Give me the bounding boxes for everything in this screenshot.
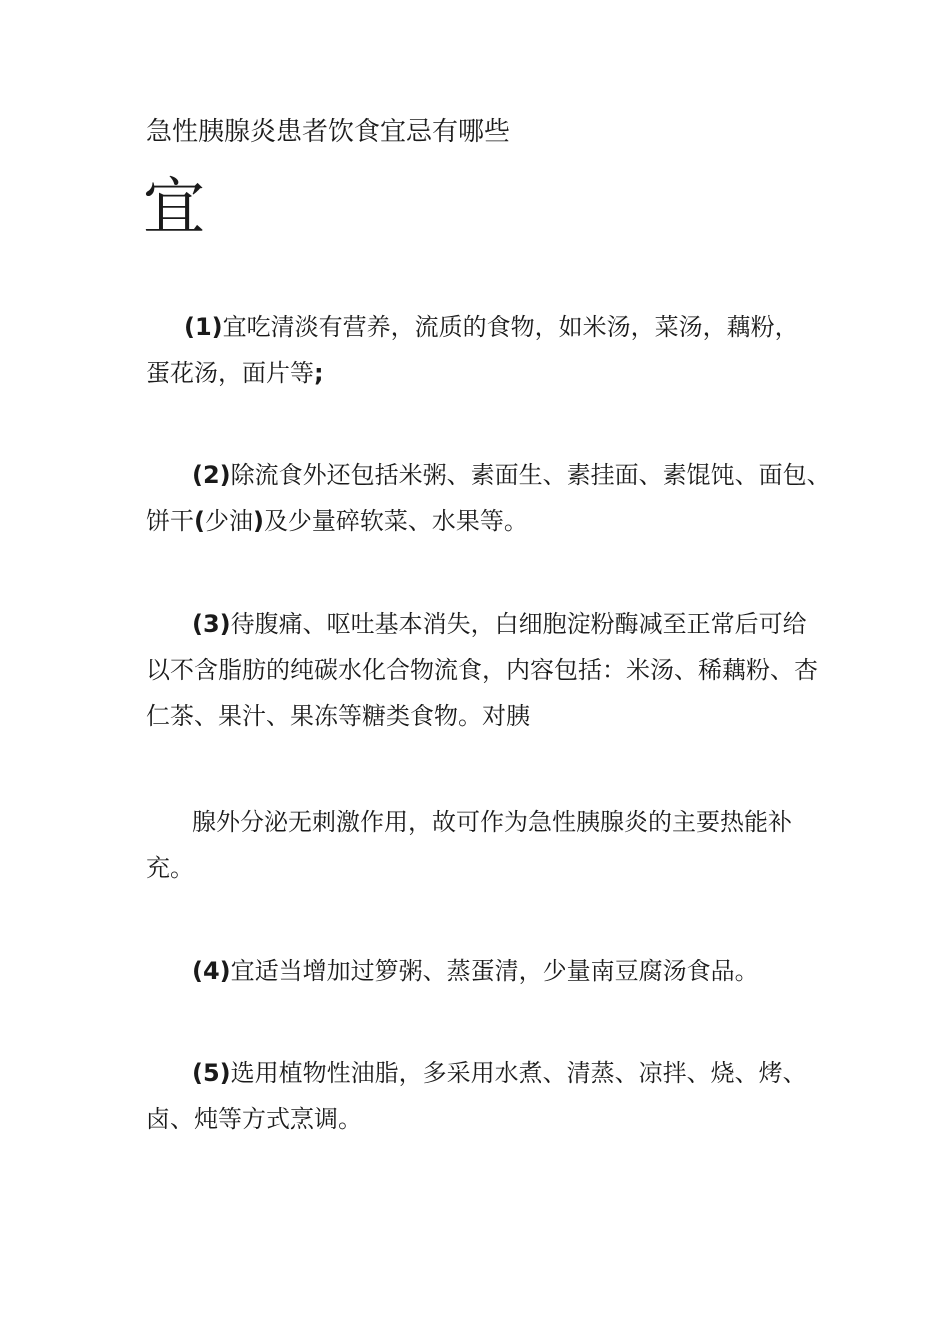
paragraph-text: 少油 <box>204 507 253 535</box>
paragraph-item-4 <box>146 948 818 994</box>
paragraph-line <box>146 350 818 396</box>
paragraph-continuation <box>146 799 818 891</box>
paragraph-line <box>146 601 818 647</box>
item-number: (1) <box>184 313 223 341</box>
section-heading: 宜 <box>143 170 206 243</box>
paragraph-item-5 <box>146 1050 818 1142</box>
paragraph-item-3 <box>146 601 818 739</box>
paragraph-text: 除流食外还包括米粥、素面生、素挂面、素馄饨、面包、 <box>230 461 831 489</box>
paragraph-item-2 <box>146 452 831 544</box>
paragraph-text: 选用植物性油脂，多采用水煮、清蒸、凉拌、烧、烤、 <box>230 1059 807 1087</box>
paragraph-line: 充。 <box>146 854 194 882</box>
item-number: (5) <box>192 1059 231 1087</box>
paragraph-line: 卤、炖等方式烹调。 <box>146 1105 362 1133</box>
paren-open: ( <box>194 507 205 535</box>
paragraph-line <box>146 1050 818 1096</box>
paragraph-item-1 <box>146 304 818 396</box>
paragraph-text: 宜适当增加过箩粥、蒸蛋清，少量南豆腐汤食品。 <box>230 957 759 985</box>
paragraph-text: 宜吃清淡有营养，流质的食物，如米汤，菜汤，藕粉， <box>222 313 799 341</box>
paragraph-line: 仁茶、果汁、果冻等糖类食物。对胰 <box>146 702 530 730</box>
item-number: (4) <box>192 957 231 985</box>
paren-close: ) <box>252 507 264 535</box>
paragraph-line: 腺外分泌无刺激作用，故可作为急性胰腺炎的主要热能补 <box>192 808 792 836</box>
document-title: 急性胰腺炎患者饮食宜忌有哪些 <box>146 117 511 147</box>
paragraph-line <box>146 498 818 544</box>
item-number: (2) <box>192 461 231 489</box>
paragraph-line <box>146 452 831 498</box>
paragraph-text: 饼干 <box>146 507 194 535</box>
paragraph-line: 以不含脂肪的纯碳水化合物流食，内容包括：米汤、稀藕粉、杏 <box>146 656 818 684</box>
paragraph-text: 待腹痛、呕吐基本消失，白细胞淀粉酶减至正常后可给 <box>230 610 807 638</box>
item-number: (3) <box>192 610 231 638</box>
paragraph-text: 及少量碎软菜、水果等。 <box>263 507 528 535</box>
paragraph-line <box>146 948 818 994</box>
paragraph-line <box>146 304 818 350</box>
semicolon-mark: ; <box>314 359 324 387</box>
paragraph-text: 蛋花汤，面片等 <box>146 359 314 387</box>
